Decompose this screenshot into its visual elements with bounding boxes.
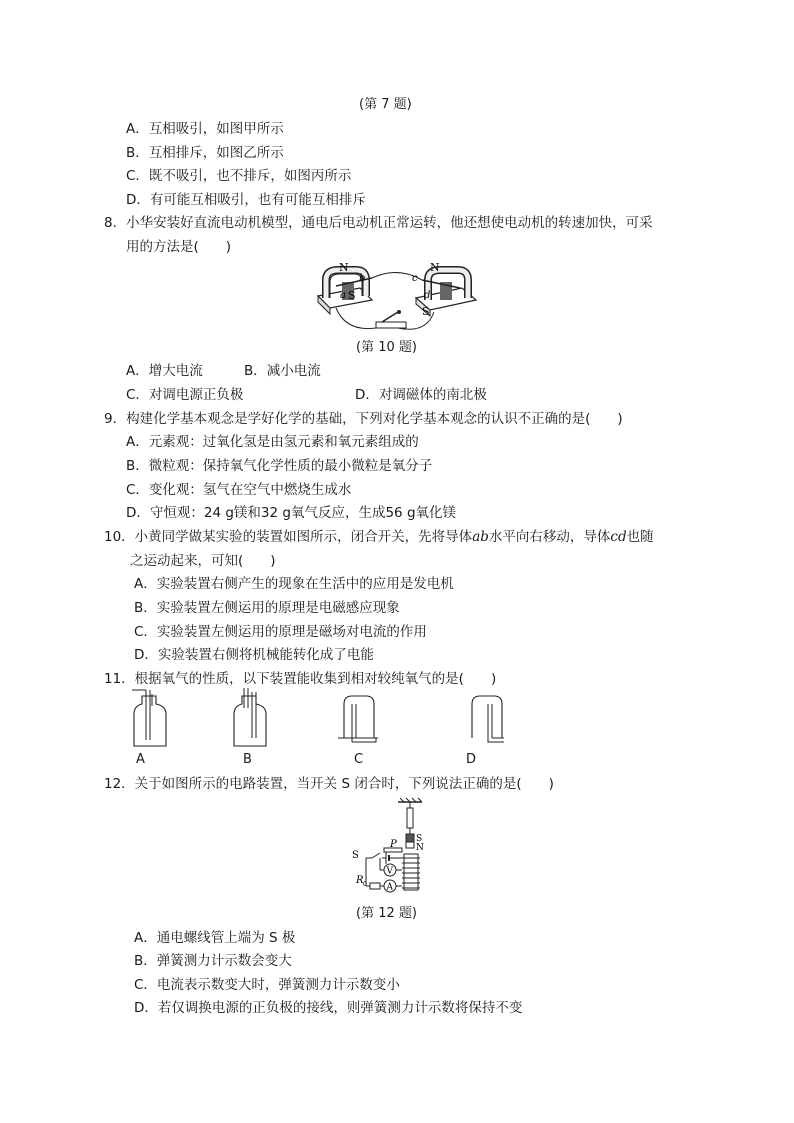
q12-option-a: A．通电螺线管上端为 S 极 [134, 930, 296, 946]
q10-option-c: C．实验装置左侧运用的原理是磁场对电流的作用 [134, 624, 427, 640]
motor-label-c: c [412, 273, 418, 284]
slider-label-p: P [390, 839, 397, 850]
q9-stem: 9．构建化学基本观念是学好化学的基础，下列对化学基本观念的认识不正确的是( ) [104, 411, 623, 427]
motor-label-b: b [359, 273, 366, 284]
q7-option-a: A．互相吸引，如图甲所示 [126, 121, 284, 137]
q8-option-c: C．对调电源正负极 [126, 387, 244, 403]
figure-caption-q10: (第 10 题) [356, 340, 417, 355]
motor-label-n-left: N [339, 261, 349, 274]
q7-option-b: B．互相排斥，如图乙所示 [126, 145, 284, 161]
bottle-label-d: D [466, 752, 477, 767]
q7-option-d: D．有可能互相吸引，也有可能互相排斥 [126, 192, 366, 208]
q10-stem-part3: 也随 [626, 529, 654, 545]
q12-stem: 12．关于如图所示的电路装置，当开关 S 闭合时，下列说法正确的是( ) [104, 776, 554, 792]
q10-stem-part2: 水平向右移动，导体 [488, 529, 611, 545]
gas-bottle-a-figure [128, 694, 172, 750]
q10-stem-part1: 10．小黄同学做某实验的装置如图所示，闭合开关，先将导体 [104, 529, 473, 545]
var-ab: ab [472, 529, 489, 545]
magnet-label-s: S [416, 834, 423, 844]
gas-bottle-d-figure [466, 694, 510, 746]
q12-option-c: C．电流表示数变大时，弹簧测力计示数变小 [134, 977, 400, 993]
q10-stem-line1 [104, 527, 654, 547]
motor-label-n-right: N [430, 261, 440, 274]
switch-label-s: S [352, 850, 359, 861]
q9-option-c: C．变化观：氢气在空气中燃烧生成水 [126, 482, 352, 498]
q8-stem-line1: 8．小华安装好直流电动机模型，通电后电动机正常运转，他还想使电动机的转速加快，可采 [104, 215, 653, 231]
motor-label-s-right: S [422, 305, 430, 318]
q9-option-d: D．守恒观：24 g镁和32 g氧气反应，生成56 g氧化镁 [126, 505, 457, 521]
motor-label-d: d [424, 290, 431, 301]
gas-bottle-b-figure [228, 694, 272, 750]
q8-option-d: D．对调磁体的南北极 [355, 387, 487, 403]
q10-stem-line2: 之运动起来，可知( ) [130, 553, 276, 569]
resistor-label-subscript: 0 [363, 881, 367, 888]
motor-label-a: a [340, 290, 346, 301]
q12-option-b: B．弹簧测力计示数会变大 [134, 953, 292, 969]
voltmeter-label: V [386, 866, 393, 877]
bottle-label-c: C [354, 752, 364, 767]
q10-option-a: A．实验装置右侧产生的现象在生活中的应用是发电机 [134, 576, 454, 592]
var-cd: cd [610, 529, 627, 545]
q12-option-d: D．若仅调换电源的正负极的接线，则弹簧测力计示数将保持不变 [134, 1000, 523, 1016]
q11-stem: 11．根据氧气的性质，以下装置能收集到相对较纯氧气的是( ) [104, 671, 497, 687]
gas-bottle-c-figure [336, 694, 380, 746]
q7-option-c: C．既不吸引，也不排斥，如图丙所示 [126, 168, 352, 184]
q10-option-b: B．实验装置左侧运用的原理是电磁感应现象 [134, 600, 400, 616]
ammeter-label: A [386, 882, 393, 893]
q9-option-a: A．元素观：过氧化氢是由氢元素和氧元素组成的 [126, 434, 419, 450]
q8-option-b: B．减小电流 [244, 363, 321, 379]
q10-option-d: D．实验装置右侧将机械能转化成了电能 [134, 647, 374, 663]
q8-option-a: A．增大电流 [126, 363, 203, 379]
q9-option-b: B．微粒观：保持氧气化学性质的最小微粒是氧分子 [126, 458, 433, 474]
electromagnet-circuit-figure [350, 798, 440, 902]
q8-stem-line2: 用的方法是( ) [126, 239, 232, 255]
magnet-label-n: N [416, 843, 424, 853]
bottle-label-b: B [243, 752, 252, 767]
bottle-label-a: A [136, 752, 145, 767]
motor-model-figure [316, 258, 480, 338]
figure-caption-q7: (第 7 题) [359, 97, 412, 112]
motor-label-s-left: S [348, 289, 356, 302]
figure-caption-q12: (第 12 题) [356, 906, 417, 921]
resistor-label-r: R [356, 875, 364, 886]
